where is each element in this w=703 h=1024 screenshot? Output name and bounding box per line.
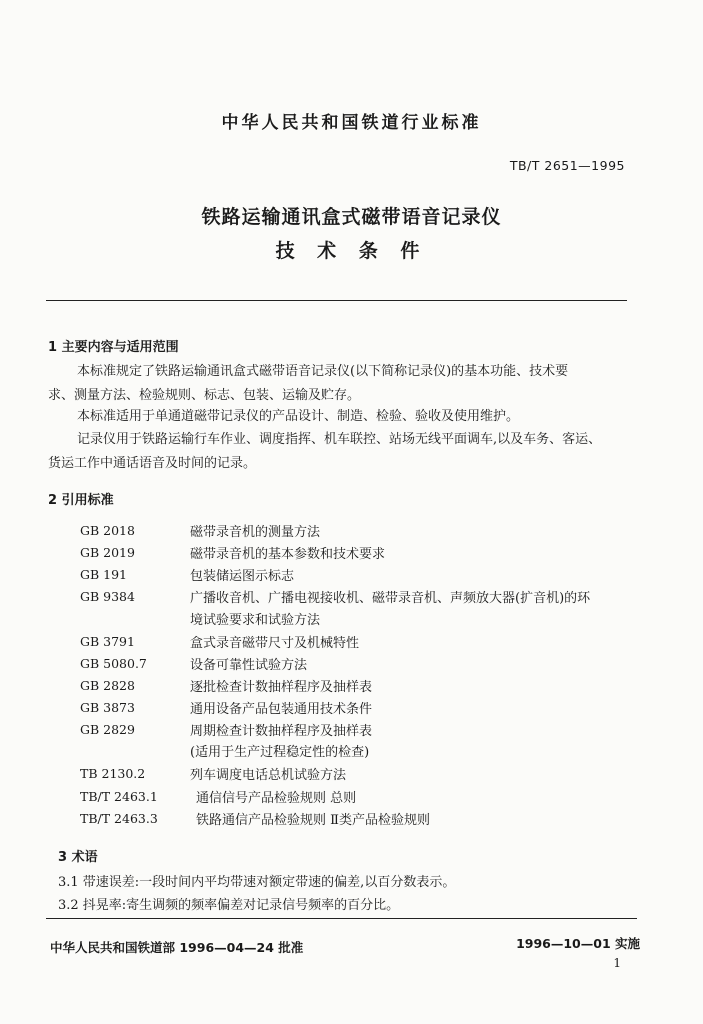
reference-title: 通用设备产品包装通用技术条件 [190, 702, 373, 717]
issuing-organization-title: 中华人民共和国铁道行业标准 [221, 113, 482, 133]
footer-divider [46, 918, 637, 919]
reference-code: GB 2829 [80, 722, 135, 737]
reference-title: 铁路通信产品检验规则 Ⅱ类产品检验规则 [196, 813, 430, 828]
reference-title: 通信信号产品检验规则 总则 [196, 791, 357, 806]
reference-title: 广播收音机、广播电视接收机、磁带录音机、声频放大器(扩音机)的环 [190, 591, 591, 606]
paragraph-line: 本标准规定了铁路运输通讯盒式磁带语音记录仪(以下简称记录仪)的基本功能、技术要 [77, 364, 569, 379]
section-1-heading: 1 主要内容与适用范围 [48, 340, 179, 355]
reference-title: 包装储运图示标志 [190, 569, 295, 584]
section-3-heading: 3 术语 [58, 850, 98, 865]
section-2-heading: 2 引用标准 [48, 493, 114, 508]
paragraph-line: 本标准适用于单通道磁带记录仪的产品设计、制造、检验、验收及使用维护。 [77, 409, 520, 424]
reference-title-continued: 境试验要求和试验方法 [190, 613, 321, 628]
reference-title: 周期检查计数抽样程序及抽样表 [190, 724, 373, 739]
reference-code: GB 2019 [80, 545, 135, 560]
reference-title-continued: (适用于生产过程稳定性的检查) [190, 745, 370, 760]
standard-number: TB/T 2651—1995 [509, 158, 625, 173]
paragraph-line: 记录仪用于铁路运输行车作业、调度指挥、机车联控、站场无线平面调车,以及车务、客运、 [77, 432, 602, 447]
term-definition: 3.1 带速误差:一段时间内平均带速对额定带速的偏差,以百分数表示。 [58, 875, 456, 890]
implementation-date: 1996—10—01 实施 [516, 936, 640, 951]
reference-code: TB 2130.2 [80, 766, 146, 781]
approval-line: 中华人民共和国铁道部 1996—04—24 批准 [50, 940, 304, 955]
reference-title: 逐批检查计数抽样程序及抽样表 [190, 680, 373, 695]
reference-code: GB 2828 [80, 678, 135, 693]
reference-code: GB 3791 [80, 634, 135, 649]
reference-title: 磁带录音机的测量方法 [190, 525, 321, 540]
page-number: 1 [613, 956, 621, 970]
reference-code: GB 9384 [80, 589, 135, 604]
title-divider [46, 300, 627, 301]
reference-code: GB 2018 [80, 523, 135, 538]
reference-title: 磁带录音机的基本参数和技术要求 [190, 547, 386, 562]
paragraph-line: 求、测量方法、检验规则、标志、包装、运输及贮存。 [48, 388, 361, 403]
reference-title: 设备可靠性试验方法 [190, 658, 308, 673]
reference-code: TB/T 2463.3 [80, 811, 158, 826]
reference-title: 列车调度电话总机试验方法 [190, 768, 347, 783]
reference-code: GB 3873 [80, 700, 135, 715]
reference-code: TB/T 2463.1 [80, 789, 158, 804]
paragraph-line: 货运工作中通话语音及时间的记录。 [48, 456, 257, 471]
document-title: 铁路运输通讯盒式磁带语音记录仪 [201, 206, 502, 228]
reference-code: GB 191 [80, 567, 128, 582]
document-subtitle: 技 术 条 件 [275, 240, 428, 262]
term-definition: 3.2 抖晃率:寄生调频的频率偏差对记录信号频率的百分比。 [58, 898, 400, 913]
reference-title: 盒式录音磁带尺寸及机械特性 [190, 636, 360, 651]
reference-code: GB 5080.7 [80, 656, 147, 671]
